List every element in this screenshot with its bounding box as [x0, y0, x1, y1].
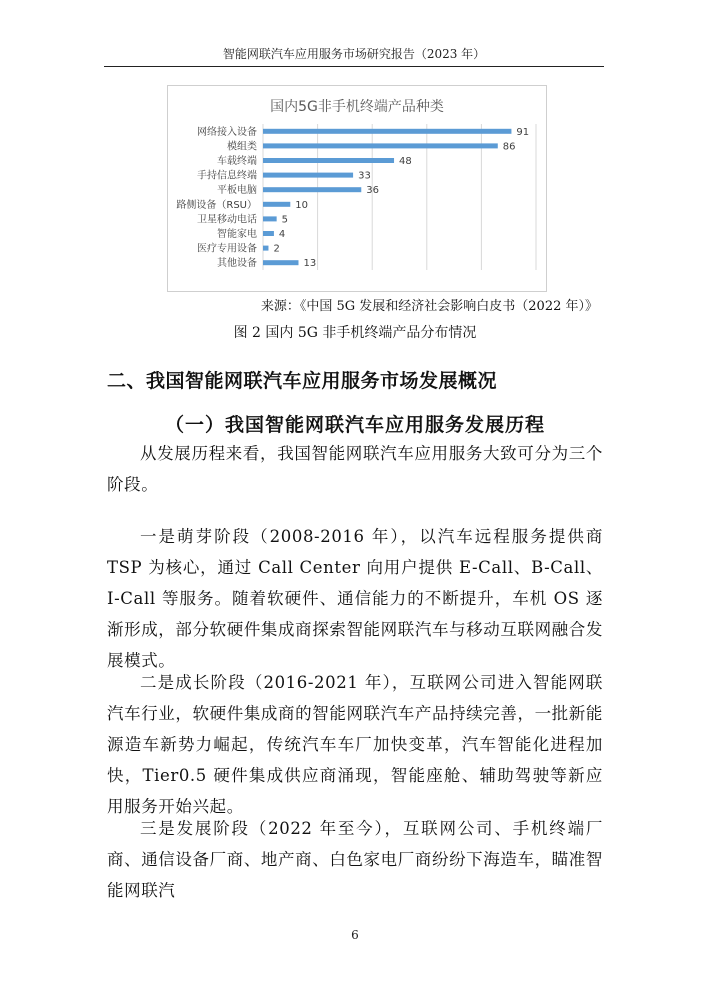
- chart-value-label: 91: [516, 126, 530, 138]
- chart-bar: [263, 187, 361, 192]
- chart-category-label: 智能家电: [217, 229, 257, 240]
- chart-bar: [263, 129, 511, 134]
- chart-category-label: 车载终端: [217, 156, 257, 167]
- bar-chart: [167, 85, 547, 292]
- chart-bar: [263, 260, 298, 265]
- chart-bar: [263, 158, 394, 163]
- chart-category-label: 模组类: [227, 141, 257, 153]
- chart-category-label: 平板电脑: [217, 185, 257, 197]
- chart-value-label: 48: [399, 156, 412, 167]
- chart-value-label: 33: [358, 170, 371, 182]
- chart-value-label: 2: [273, 243, 280, 255]
- paragraph-2: 一是萌芽阶段（2008-2016 年），以汽车远程服务提供商 TSP 为核心，通过 Call Center 向用户提供 E-Call、B-Call、I-Call 等服务。随着软硬件、通信能力的不断提升，车机 OS 逐渐形成，部分软硬件集成商探索智能网联汽车与移动互联网融合发展模式。: [107, 527, 603, 670]
- section-heading: 二、我国智能网联汽车应用服务市场发展概况: [107, 370, 498, 392]
- chart-value-label: 5: [281, 214, 289, 226]
- chart-value-label: 13: [303, 258, 317, 270]
- figure-source: 来源：《中国 5G 发展和经济社会影响白皮书（2022 年）》: [260, 299, 598, 314]
- chart-svg: [168, 86, 546, 291]
- chart-value-label: 36: [366, 185, 380, 197]
- chart-bar: [263, 202, 290, 207]
- chart-bar: [263, 231, 274, 236]
- paragraph-3: 二是成长阶段（2016-2021 年），互联网公司进入智能网联汽车行业，软硬件集成商的智能网联汽车产品持续完善，一批新能源造车新势力崛起，传统汽车车厂加快变革，汽车智能化进程加快，Tier0.5 硬件集成供应商涌现，智能座舱、辅助驾驶等新应用服务开始兴起。: [107, 673, 603, 816]
- chart-bar: [263, 246, 268, 251]
- chart-value-label: 86: [502, 141, 516, 153]
- chart-category-label: 医疗专用设备: [197, 243, 257, 255]
- chart-category-label: 其他设备: [217, 258, 257, 270]
- subsection-heading: （一）我国智能网联汽车应用服务发展历程: [164, 414, 545, 436]
- header-title: 智能网联汽车应用服务市场研究报告（2023 年）: [222, 47, 486, 61]
- chart-category-label: 路侧设备（RSU）: [176, 199, 257, 211]
- chart-category-label: 卫星移动电话: [197, 214, 257, 226]
- chart-value-label: 4: [278, 229, 286, 240]
- chart-value-label: 10: [295, 199, 309, 211]
- page-number: 6: [351, 928, 359, 942]
- paragraph-1: 从发展历程来看，我国智能网联汽车应用服务大致可分为三个阶段。: [107, 444, 603, 494]
- page-header: [104, 44, 604, 67]
- chart-category-label: 网络接入设备: [197, 126, 257, 138]
- chart-bars: [176, 125, 529, 269]
- chart-bar: [263, 173, 353, 178]
- chart-category-label: 手持信息终端: [197, 170, 257, 182]
- chart-bar: [263, 216, 277, 221]
- chart-title: 国内5G非手机终端产品种类: [270, 99, 444, 115]
- figure-caption: 图 2 国内 5G 非手机终端产品分布情况: [233, 325, 477, 341]
- chart-bar: [263, 143, 498, 148]
- paragraph-4: 三是发展阶段（2022 年至今），互联网公司、手机终端厂商、通信设备厂商、地产商、白色家电厂商纷纷下海造车，瞄准智能网联汽: [107, 819, 603, 900]
